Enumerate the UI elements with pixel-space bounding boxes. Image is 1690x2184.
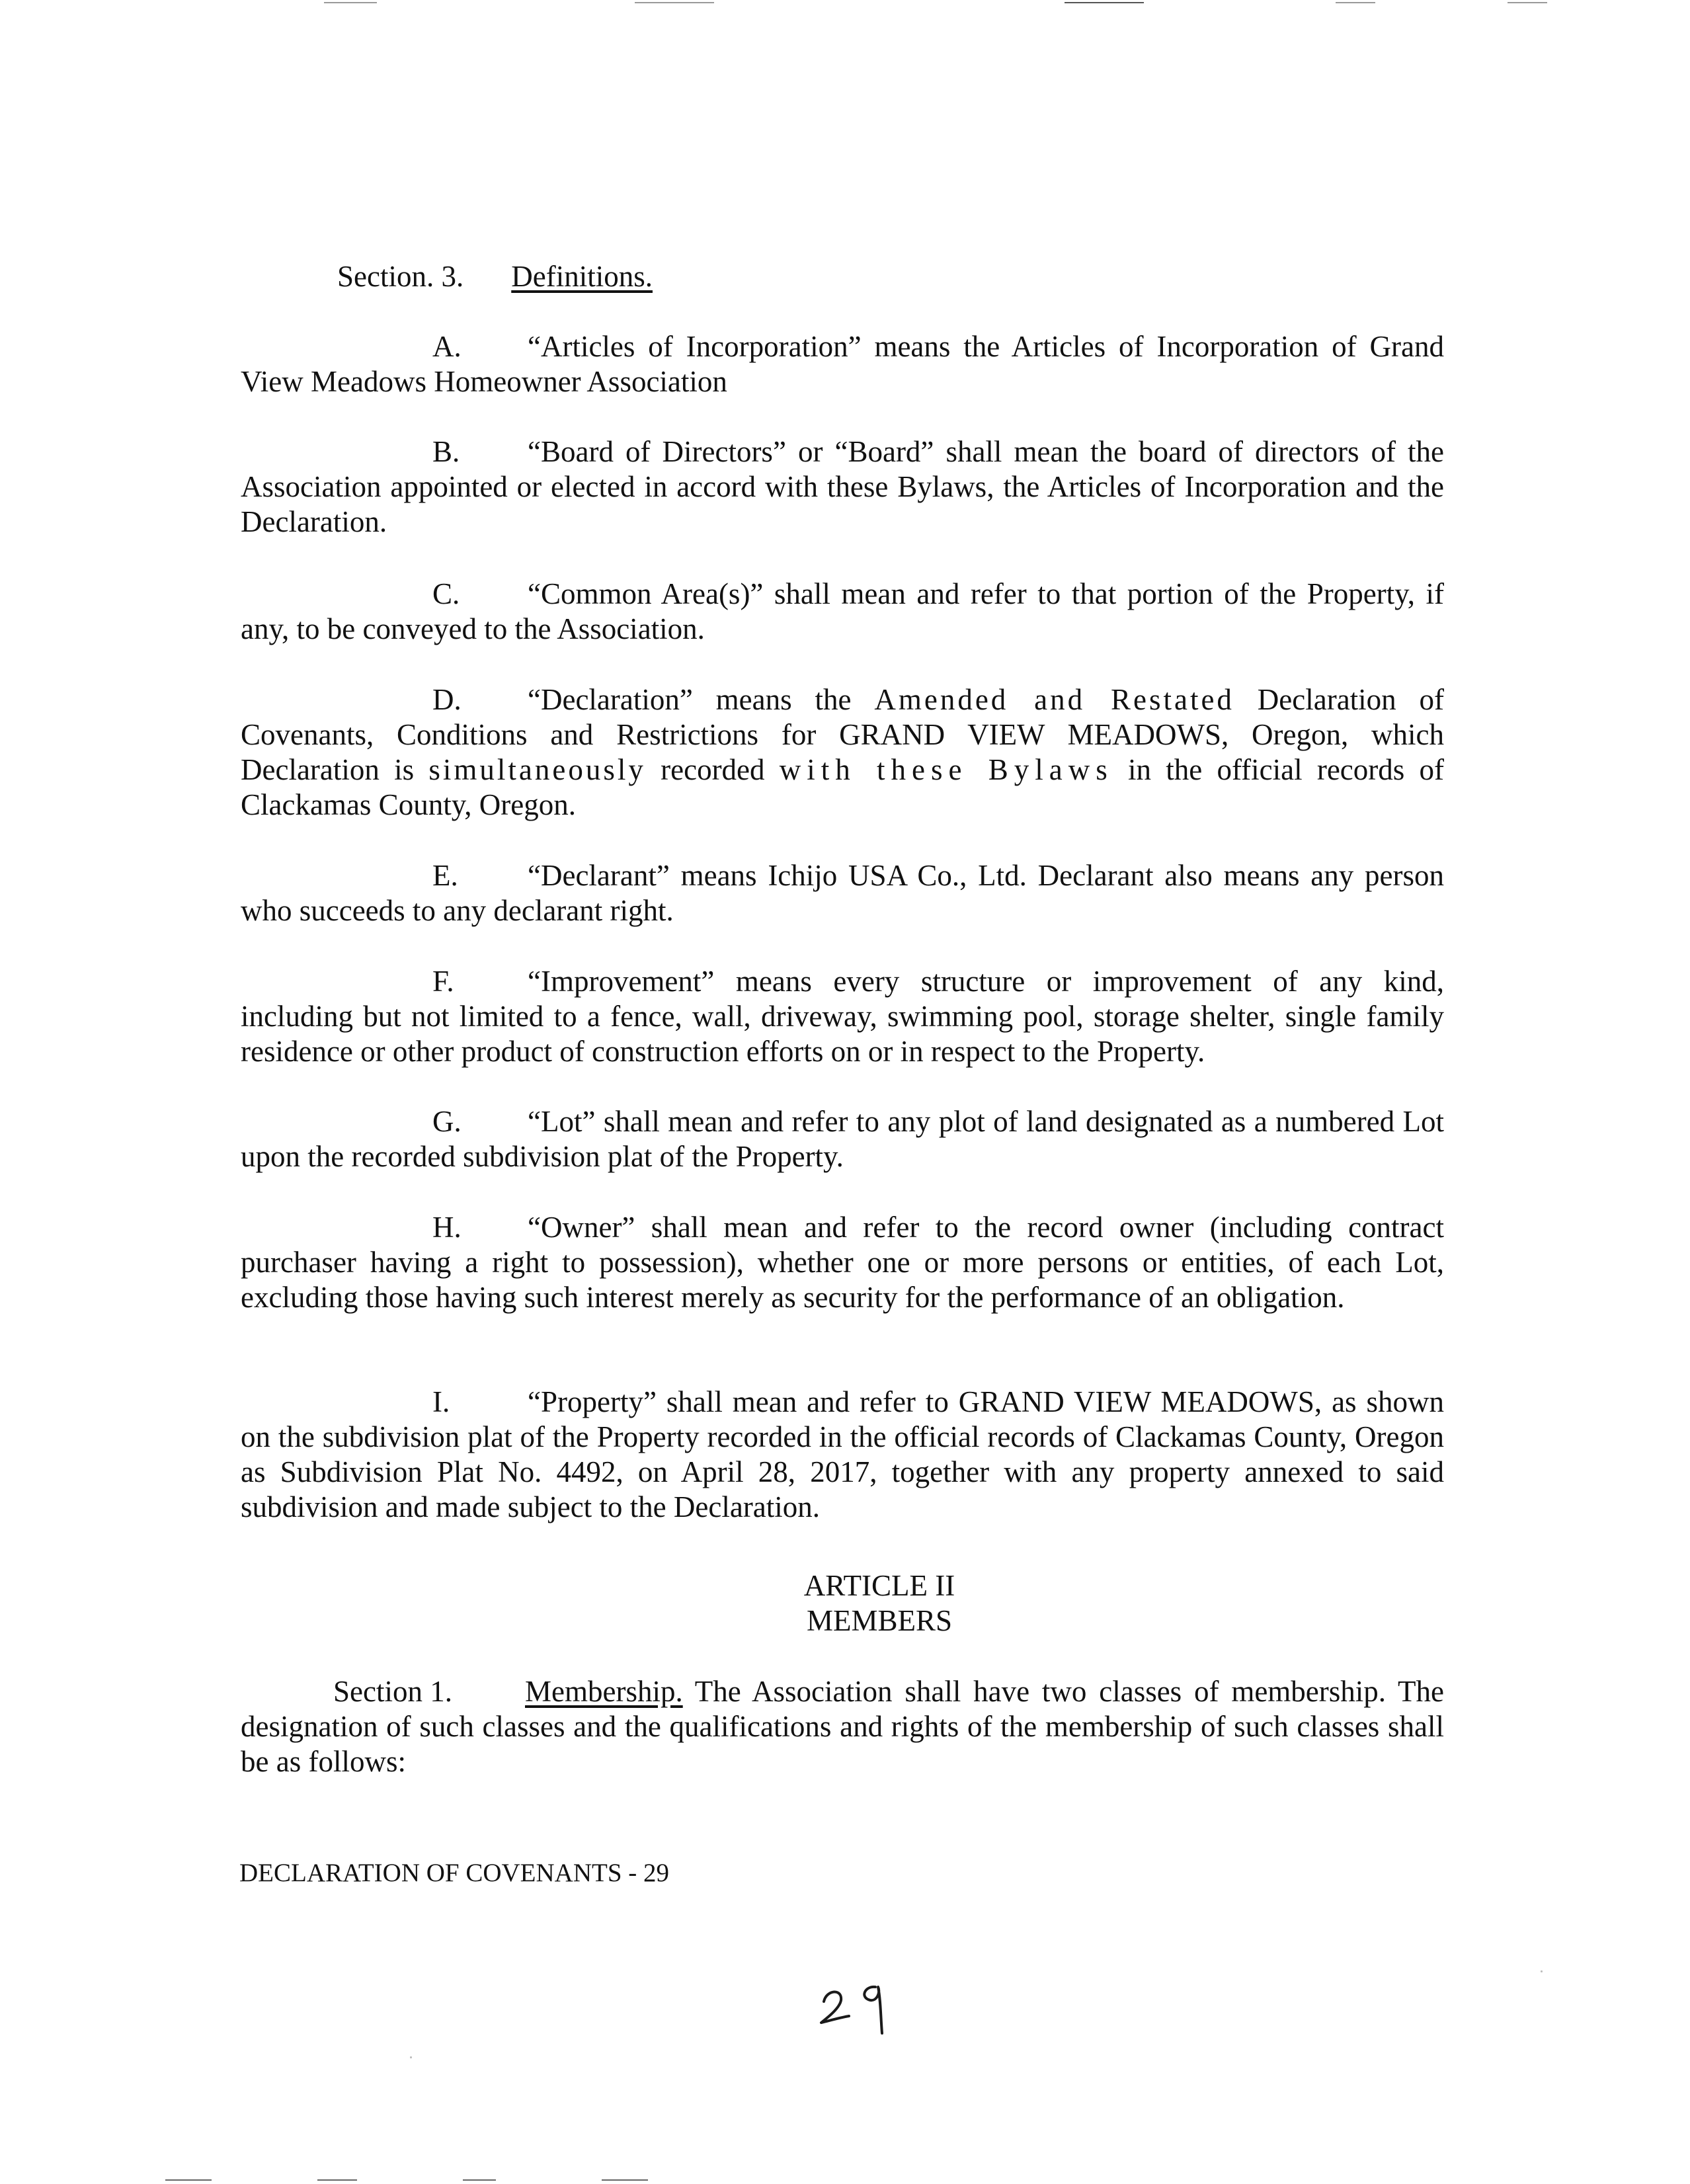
definition-e-letter: E. — [432, 859, 458, 892]
definition-d-text-3: Declaration of Covenants, Conditions and Restrictions for GRAND VIEW MEADOWS, Oregon, which Declaration is — [241, 683, 1445, 786]
section-3-title: Definitions. — [511, 260, 653, 293]
definition-c — [241, 577, 1444, 647]
definition-d — [241, 682, 1444, 823]
section-1-paragraph — [241, 1674, 1444, 1779]
definition-e — [241, 858, 1444, 928]
definition-g — [241, 1104, 1444, 1174]
scan-dot — [1541, 1970, 1543, 1972]
definition-i-text: “Property” shall mean and refer to GRAND VIEW MEADOWS, as shown on the subdivision plat of the Property recorded in the official records of Clackamas County, Oregon as Subdivision Plat No. 4492, on April 28, 2017, together with any property annexed to said subdivision and made subject to the Declaration. — [241, 1385, 1444, 1523]
handwritten-page-number — [812, 1967, 905, 2040]
definition-d-text-2: Amended and Restated — [874, 683, 1234, 716]
definition-c-letter: C. — [432, 577, 460, 610]
article-number: ARTICLE II — [803, 1569, 955, 1602]
definition-a-text: “Articles of Incorporation” means the Articles of Incorporation of Grand View Meadows Homeowner Association — [241, 330, 1444, 398]
scan-artifact-top-4 — [1336, 2, 1375, 3]
definition-h-letter: H. — [432, 1211, 462, 1244]
scan-artifact-top-2 — [635, 2, 714, 3]
scan-artifact-top-5 — [1508, 2, 1547, 3]
definition-a — [241, 329, 1444, 399]
section-1-label: Section 1. — [333, 1675, 452, 1708]
definition-f — [241, 964, 1444, 1069]
article-title: MEMBERS — [806, 1604, 953, 1637]
definition-d-text-7: in the official records of Clackamas County, Oregon. — [241, 753, 1444, 821]
definition-d-text-1: “Declaration” means the — [528, 683, 852, 716]
definition-b-text: “Board of Directors” or “Board” shall mean the board of directors of the Association appointed or elected in accord with these Bylaws, the Articles of Incorporation and the Declaration. — [241, 435, 1444, 538]
definition-e-text: “Declarant” means Ichijo USA Co., Ltd. Declarant also means any person who succeeds to any declarant right. — [241, 859, 1444, 927]
definition-d-text-5: recorded — [661, 753, 765, 786]
definition-g-text: “Lot” shall mean and refer to any plot of land designated as a numbered Lot upon the recorded subdivision plat of the Property. — [241, 1105, 1444, 1173]
definition-a-letter: A. — [432, 330, 462, 363]
definition-b-letter: B. — [432, 435, 460, 468]
definition-d-letter: D. — [432, 683, 462, 716]
scan-artifact-bottom-4 — [602, 2179, 648, 2181]
definition-h-text: “Owner” shall mean and refer to the record owner (including contract purchaser having a right to possession), whether one or more persons or entities, of each Lot, excluding those having such interest merely as security for the performance of an obligation. — [241, 1211, 1444, 1314]
scan-artifact-top-3 — [1065, 2, 1144, 3]
definition-d-text-4: simultaneously — [428, 753, 646, 786]
definition-i-letter: I. — [432, 1385, 450, 1418]
definition-f-text: “Improvement” means every structure or improvement of any kind, including but not limited to a fence, wall, driveway, swimming pool, storage shelter, single family residence or other product of construction efforts on or in respect to the Property. — [241, 965, 1444, 1068]
scan-artifact-top-1 — [324, 2, 377, 3]
section-1-title: Membership. — [525, 1675, 683, 1708]
definition-c-text: “Common Area(s)” shall mean and refer to that portion of the Property, if any, to be conveyed to the Association. — [241, 577, 1444, 645]
scan-artifact-bottom-1 — [165, 2179, 212, 2181]
page-footer: DECLARATION OF COVENANTS - 29 — [239, 1859, 669, 1887]
definition-g-letter: G. — [432, 1105, 462, 1138]
scan-artifact-bottom-3 — [463, 2179, 496, 2181]
definition-i — [241, 1385, 1444, 1525]
definition-f-letter: F. — [432, 965, 454, 998]
scan-artifact-bottom-2 — [317, 2179, 357, 2181]
section-3-label: Section. 3. — [337, 260, 464, 293]
section-1-text: The Association shall have two classes of membership. The designation of such classes and the qualifications and rights of the membership of such classes shall be as follows: — [241, 1675, 1445, 1778]
definition-d-text-6: with these Bylaws — [779, 753, 1113, 786]
section-3-heading — [337, 259, 653, 294]
definition-b — [241, 434, 1444, 540]
scan-dot — [410, 2056, 412, 2058]
definition-h — [241, 1210, 1444, 1315]
